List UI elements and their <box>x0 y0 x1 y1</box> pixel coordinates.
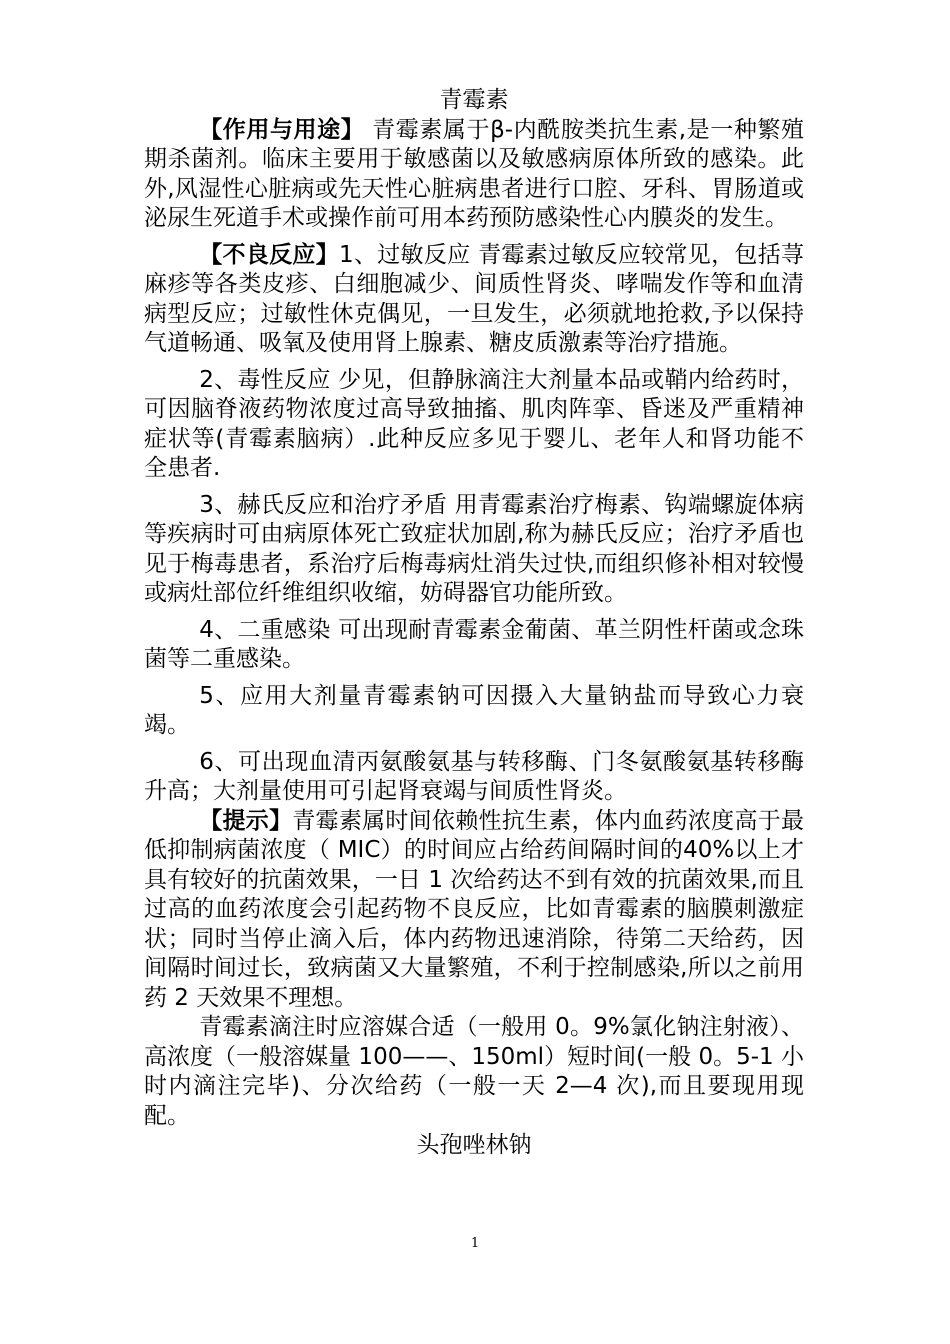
adverse-item-2: 2、毒性反应 少见，但静脉滴注大剂量本品或鞘内给药时，可因脑脊液药物浓度过高导致抽搐、肌肉阵挛、昏迷及严重精神症状等(青霉素脑病）.此种反应多见于婴儿、老年人和肾功能不全患者. <box>144 366 804 481</box>
adverse-item-5: 5、应用大剂量青霉素钠可因摄入大量钠盐而导致心力衰竭。 <box>144 682 804 738</box>
adverse-reactions-text: 1、过敏反应 青霉素过敏反应较常见，包括荨麻疹等各类皮疹、白细胞减少、间质性肾炎、哮喘发作等和血清病型反应；过敏性休克偶见，一旦发生，必须就地抢救,予以保持气道畅通、吸氧及使用肾上腺素、糖皮质激素等治疗措施。 <box>144 241 805 356</box>
next-section-title: 头孢唑林钠 <box>416 1132 532 1158</box>
usage-paragraph <box>144 116 804 234</box>
document-body <box>144 86 804 1161</box>
tip-label: 【提示】 <box>199 807 293 834</box>
adverse-item-3: 3、赫氏反应和治疗矛盾 用青霉素治疗梅素、钩端螺旋体病等疾病时可由病原体死亡致症状加剧,称为赫氏反应；治疗矛盾也见于梅毒患者，系治疗后梅毒病灶消失过快,而组织修补相对较慢或病灶部位纤维组织收缩，妨碍器官功能所致。 <box>144 491 804 606</box>
usage-label: 【作用与用途】 <box>199 116 365 143</box>
document-title: 青霉素 <box>439 87 509 113</box>
tip-text: 青霉素属时间依赖性抗生素，体内血药浓度高于最低抑制病菌浓度（ MIC）的时间应占给药间隔时间的40%以上才具有较好的抗菌效果，一日 1 次给药达不到有效的抗菌效果,而且过高的血药浓度会引起药物不良反应，比如青霉素的脑膜刺激症状；同时当停止滴入后，体内药物迅速消除，待第二天给药，因间隔时间过长，致病菌又大量繁殖，不利于控制感染,所以之前用药 2 天效果不理想。 <box>144 807 805 1011</box>
adverse-reactions-label: 【不良反应】 <box>199 241 340 268</box>
adverse-reactions-paragraph <box>144 241 804 359</box>
tip-paragraph <box>144 807 804 1014</box>
adverse-item-4: 4、二重感染 可出现耐青霉素金葡菌、革兰阴性杆菌或念珠菌等二重感染。 <box>144 616 804 672</box>
page-number: 1 <box>470 1236 480 1251</box>
administration-note: 青霉素滴注时应溶媒合适（一般用 0。9%氯化钠注射液）、高浓度（一般溶媒量 100——、150ml）短时间(一般 0。5-1 小时内滴注完毕)、分次给药（一般一天 2—4 次),而且要现用现配。 <box>144 1014 804 1129</box>
usage-text: 青霉素属于β-内酰胺类抗生素,是一种繁殖期杀菌剂。临床主要用于敏感菌以及敏感病原体所致的感染。此外,风湿性心脏病或先天性心脏病患者进行口腔、牙科、胃肠道或泌尿生死道手术或操作前可用本药预防感染性心内膜炎的发生。 <box>144 116 804 231</box>
adverse-item-6: 6、可出现血清丙氨酸氨基与转移酶、门冬氨酸氨基转移酶升高；大剂量使用可引起肾衰竭与间质性肾炎。 <box>144 748 804 804</box>
